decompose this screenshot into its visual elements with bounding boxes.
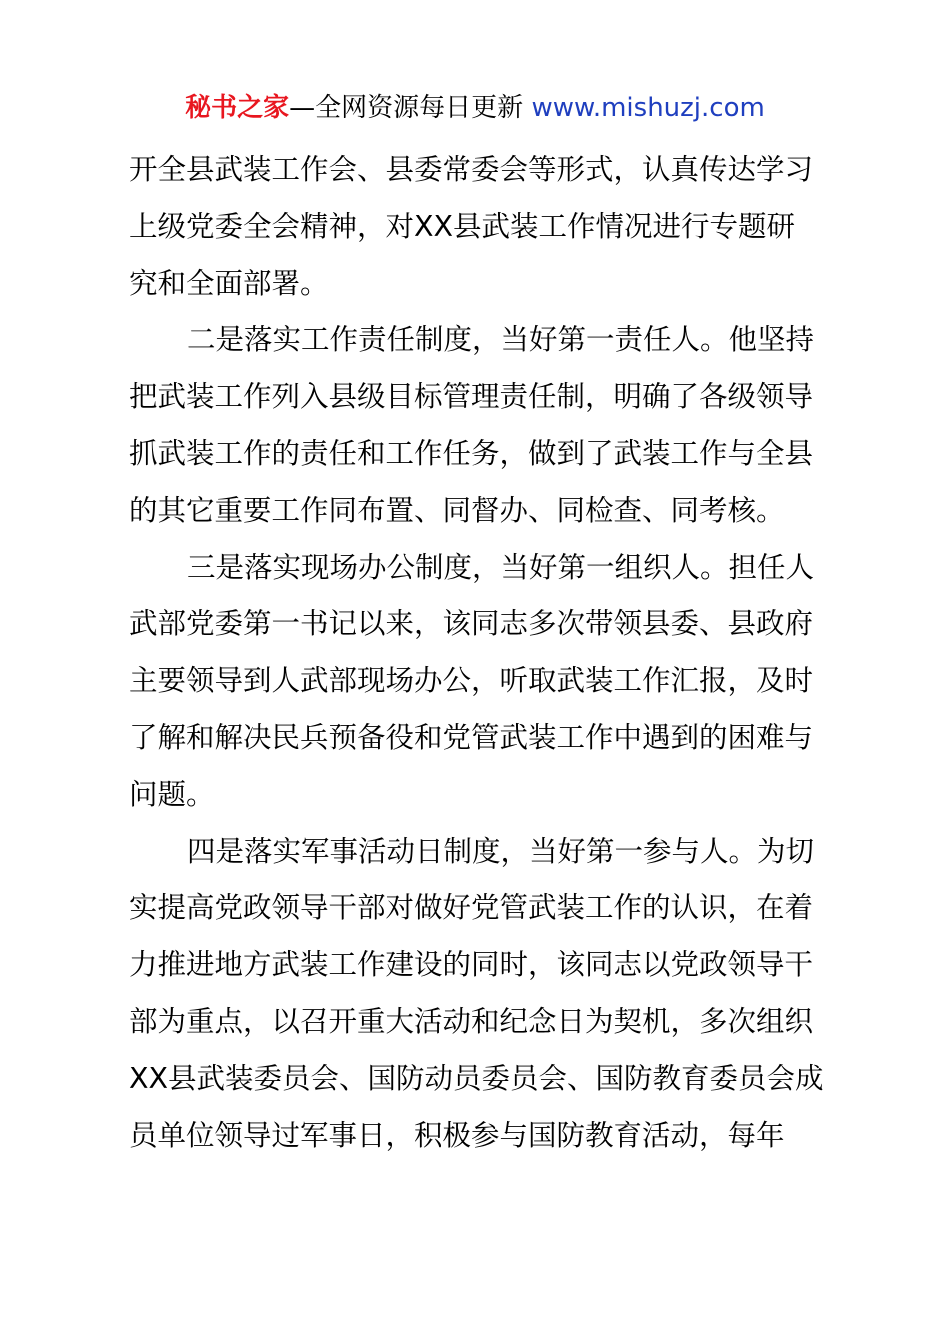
text-line: 了解和解决民兵预备役和党管武装工作中遇到的困难与 <box>129 720 814 754</box>
text-line: 上级党委全会精神，对XX县武装工作情况进行专题研 <box>129 209 796 243</box>
page-header <box>0 88 950 128</box>
paragraph-start-line: 三是落实现场办公制度，当好第一组织人。担任人 <box>187 550 815 584</box>
text-line: 力推进地方武装工作建设的同时，该同志以党政领导干 <box>129 948 814 982</box>
website-link[interactable]: www.mishuzj.com <box>531 93 765 123</box>
text-line: 把武装工作列入县级目标管理责任制，明确了各级领导 <box>129 380 814 414</box>
text-line: 问题。 <box>129 777 215 811</box>
text-line: 主要领导到人武部现场办公，听取武装工作汇报，及时 <box>129 664 814 698</box>
text-line: 部为重点，以召开重大活动和纪念日为契机，多次组织 <box>129 1004 814 1038</box>
document-body <box>129 142 849 1164</box>
brand-name: 秘书之家 <box>185 93 290 123</box>
header-slogan: —全网资源每日更新 <box>289 93 532 123</box>
text-line: XX县武装委员会、国防动员委员会、国防教育委员会成 <box>129 1061 824 1095</box>
text-line: 员单位领导过军事日，积极参与国防教育活动，每年 <box>129 1118 785 1152</box>
text-line: 开全县武装工作会、县委常委会等形式，认真传达学习 <box>129 153 814 186</box>
text-line: 武部党委第一书记以来，该同志多次带领县委、县政府 <box>129 607 814 641</box>
text-line: 究和全面部署。 <box>129 266 329 300</box>
text-line: 的其它重要工作同布置、同督办、同检查、同考核。 <box>129 493 785 527</box>
text-line: 抓武装工作的责任和工作任务，做到了武装工作与全县 <box>129 436 814 470</box>
text-line: 实提高党政领导干部对做好党管武装工作的认识，在着 <box>129 891 814 925</box>
paragraph-start-line: 四是落实军事活动日制度，当好第一参与人。为切 <box>187 834 815 868</box>
paragraph-start-line: 二是落实工作责任制度，当好第一责任人。他坚持 <box>187 323 815 357</box>
